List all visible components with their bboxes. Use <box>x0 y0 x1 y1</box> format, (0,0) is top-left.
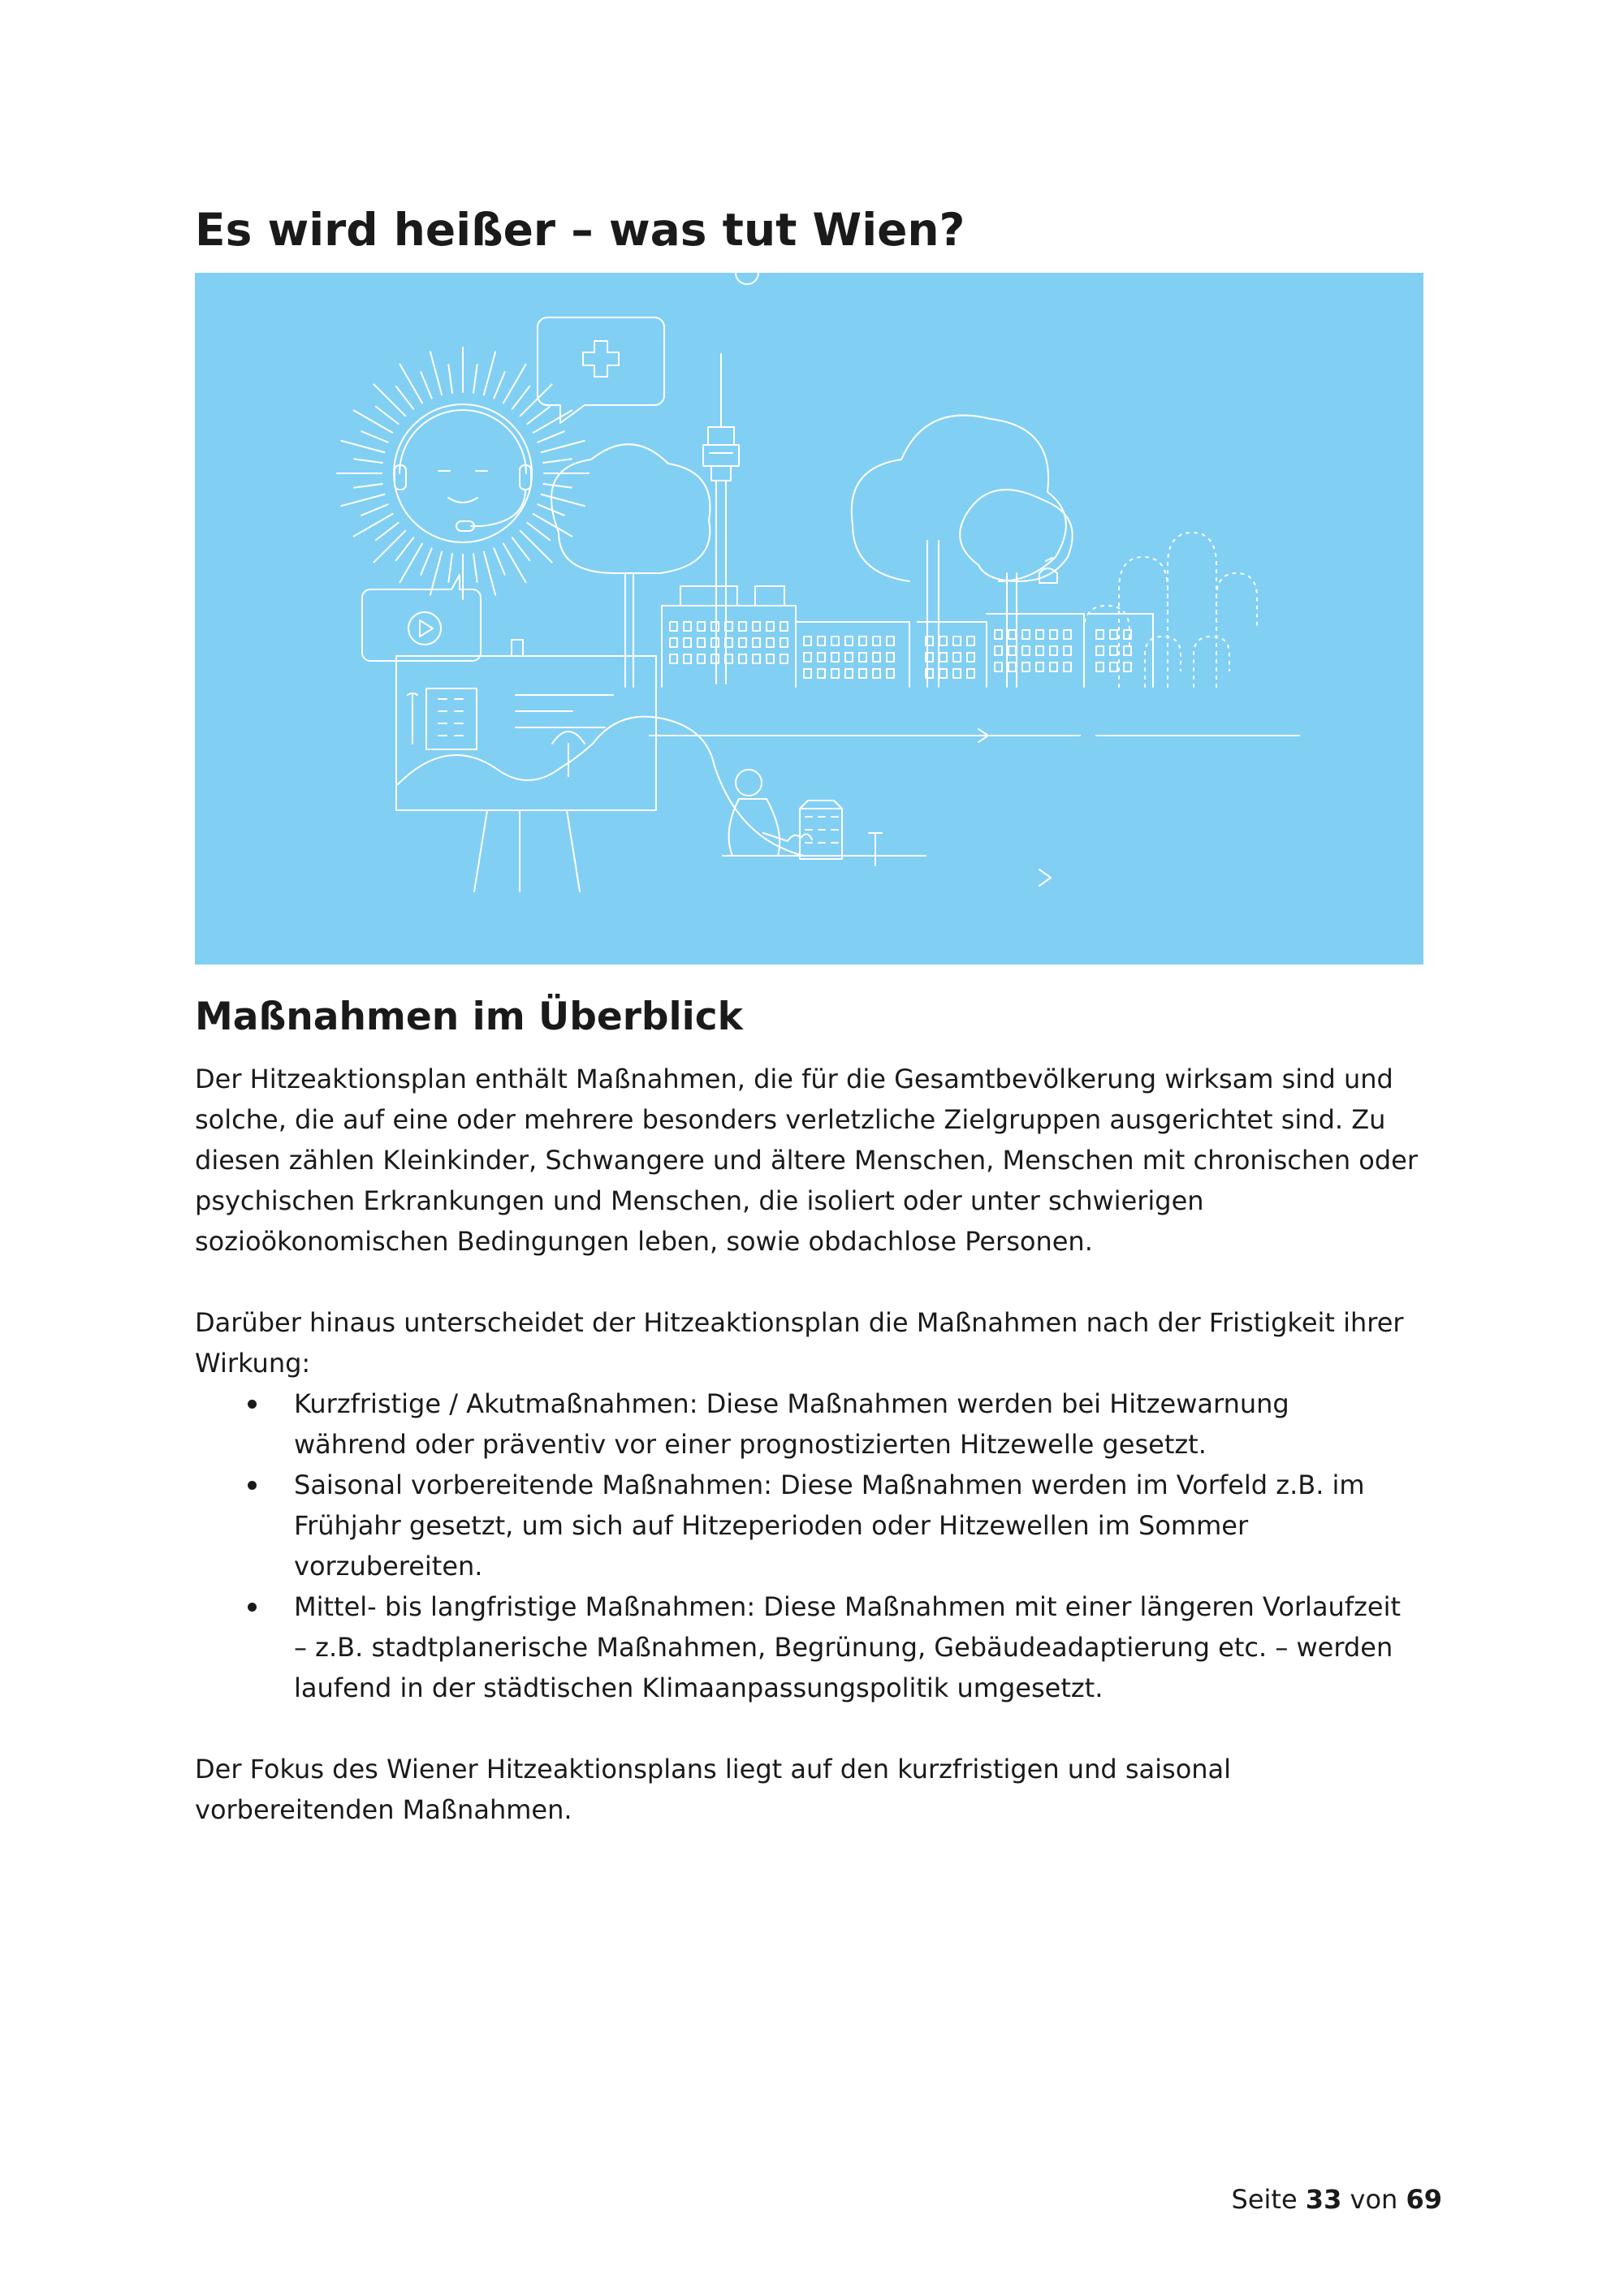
text-line: vorzubereiten. <box>294 1551 483 1582</box>
paragraph-focus <box>195 1749 1462 1830</box>
body-text <box>195 1059 1462 1830</box>
text-line: Kurzfristige / Akutmaßnahmen: Diese Maßnahmen werden bei Hitzewarnung <box>294 1388 1289 1419</box>
text-line: Saisonal vorbereitende Maßnahmen: Diese Maßnahmen werden im Vorfeld z.B. im <box>294 1470 1365 1500</box>
text-line: diesen zählen Kleinkinder, Schwangere und ältere Menschen, Menschen mit chronischen oder <box>195 1145 1418 1176</box>
text-line: vorbereitenden Maßnahmen. <box>195 1794 572 1825</box>
text-line: Der Hitzeaktionsplan enthält Maßnahmen, die für die Gesamtbevölkerung wirksam sind und <box>195 1064 1393 1094</box>
medical-cross-bubble-icon <box>538 317 664 423</box>
current-page: 33 <box>1305 2184 1342 2215</box>
text-line: Frühjahr gesetzt, um sich auf Hitzeperioden oder Hitzewellen im Sommer <box>294 1510 1249 1541</box>
heat-action-illustration <box>195 273 1423 965</box>
text-line: sozioökonomischen Bedingungen leben, sowie obdachlose Personen. <box>195 1226 1093 1257</box>
text-line: solche, die auf eine oder mehrere besonders verletzliche Zielgruppen ausgerichtet sind. Zu <box>195 1104 1386 1135</box>
text-line: Darüber hinaus unterscheidet der Hitzeaktionsplan die Maßnahmen nach der Fristigkeit ihrer <box>195 1307 1404 1338</box>
text-line: laufend in der städtischen Klimaanpassungspolitik umgesetzt. <box>294 1672 1104 1703</box>
text-line: während oder präventiv vor einer prognostizierten Hitzewelle gesetzt. <box>294 1429 1207 1460</box>
text-line: Mittel- bis langfristige Maßnahmen: Diese Maßnahmen mit einer längeren Vorlaufzeit <box>294 1591 1402 1622</box>
total-pages: 69 <box>1406 2184 1442 2215</box>
paragraph-fristigkeit <box>195 1302 1462 1383</box>
page-title: Es wird heißer – was tut Wien? <box>195 204 965 256</box>
sun-headset-icon <box>337 347 589 599</box>
page-separator: von <box>1341 2184 1406 2215</box>
gardening-person-icon <box>723 273 882 865</box>
page-number <box>1232 2181 1443 2218</box>
text-line: Der Fokus des Wiener Hitzeaktionsplans liegt auf den kurzfristigen und saisonal <box>195 1754 1232 1785</box>
text-line: Wirkung: <box>195 1348 311 1379</box>
text-line: – z.B. stadtplanerische Maßnahmen, Begrünung, Gebäudeadaptierung etc. – werden <box>294 1632 1393 1663</box>
list-item <box>294 1383 1462 1465</box>
list-item <box>294 1465 1462 1586</box>
measure-types-list <box>195 1383 1462 1708</box>
paragraph-intro <box>195 1059 1462 1262</box>
text-line: psychischen Erkrankungen und Menschen, die isoliert oder unter schwierigen <box>195 1185 1204 1216</box>
section-heading: Maßnahmen im Überblick <box>195 995 743 1039</box>
page-label: Seite <box>1231 2184 1306 2215</box>
list-item <box>294 1586 1462 1708</box>
